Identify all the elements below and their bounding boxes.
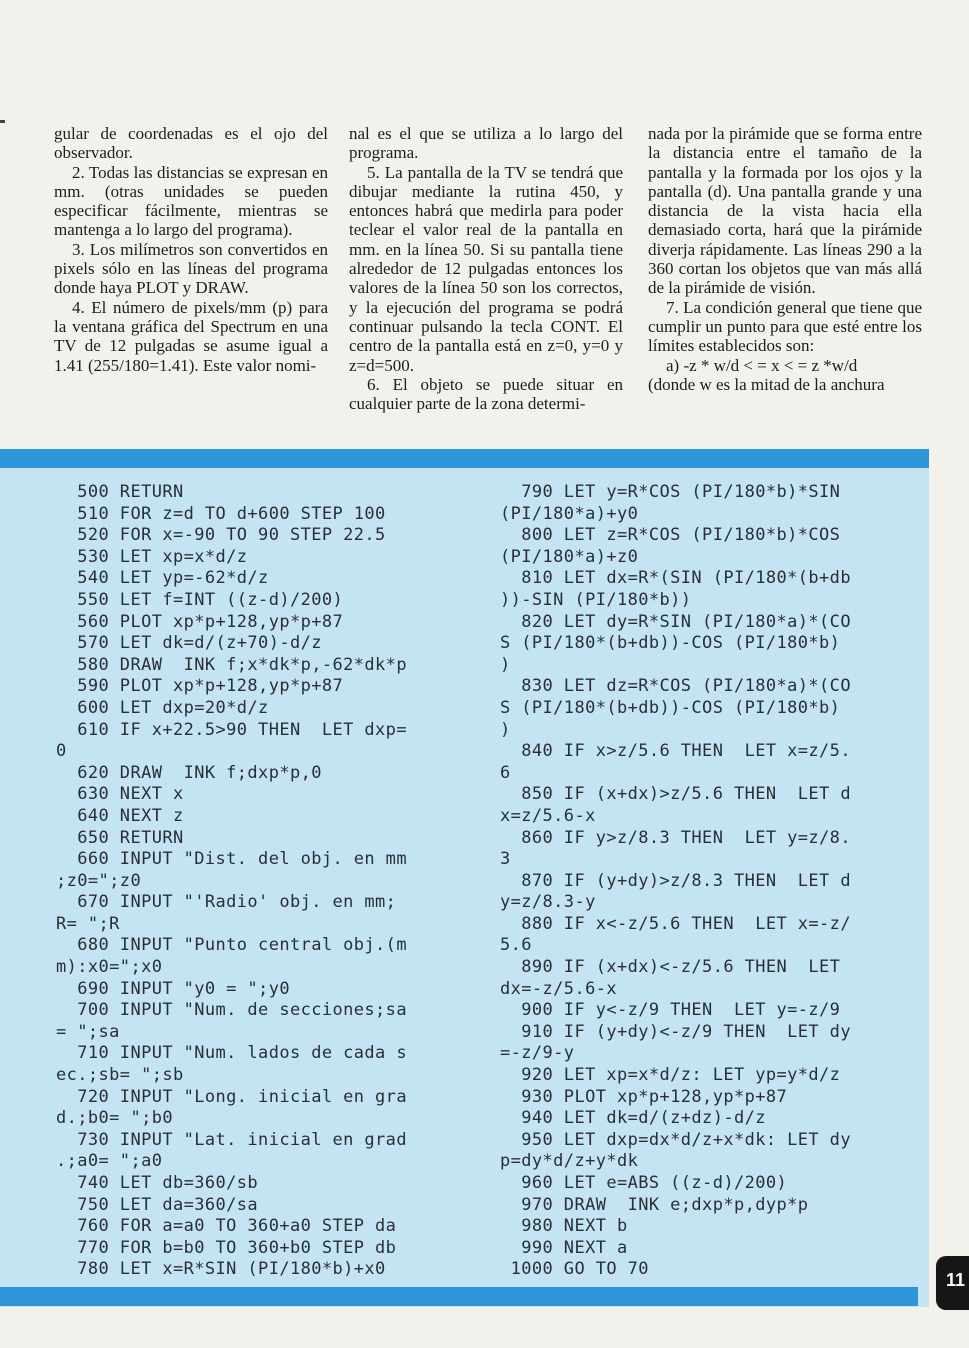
code-line: 980 NEXT b xyxy=(500,1216,628,1237)
code-line: y=z/8.3-y xyxy=(500,892,596,913)
code-line: dx=-z/5.6-x xyxy=(500,978,617,999)
paragraph: 7. La condición general que tiene que cumplir un punto para que esté entre los límites establecidos son: xyxy=(648,297,922,356)
code-line: 680 INPUT "Punto central obj.(m xyxy=(56,935,407,956)
code-line: 630 NEXT x xyxy=(56,784,184,805)
code-line: 620 DRAW INK f;dxp*p,0 xyxy=(56,762,322,783)
code-line: d.;b0= ";b0 xyxy=(56,1108,173,1129)
code-line: ) xyxy=(500,654,511,675)
paragraph: 2. Todas las distancias se expresan en mm. (otras unidades se pueden especificar fácilmente, mientras se mantenga a lo largo del programa). xyxy=(54,162,328,240)
code-line: 800 LET z=R*COS (PI/180*b)*COS xyxy=(500,525,841,546)
code-line: (PI/180*a)+z0 xyxy=(500,546,639,567)
code-line: 610 IF x+22.5>90 THEN LET dxp= xyxy=(56,719,407,740)
paragraph: nada por la pirámide que se forma entre la distancia entre el tamaño de la pantalla y la formada por los ojos y la pantalla (d). Una pantalla grande y una distancia de la vista hacia ella demasiado corta, hará que la pirámide diverja rápidamente. Las líneas 290 a la 360 cortan los objetos que van más allá de la pirámide de visión. xyxy=(648,124,922,298)
code-line: 940 LET dk=d/(z+dz)-d/z xyxy=(500,1108,766,1129)
code-line: 650 RETURN xyxy=(56,827,184,848)
code-line: 700 INPUT "Num. de secciones;sa xyxy=(56,1000,407,1021)
code-line: 870 IF (y+dy)>z/8.3 THEN LET d xyxy=(500,870,851,891)
code-line: 590 PLOT xp*p+128,yp*p+87 xyxy=(56,676,344,697)
paragraph: 3. Los milímetros son convertidos en pixels sólo en las líneas del programa donde haya PLOT y DRAW. xyxy=(54,239,328,298)
code-line: 530 LET xp=x*d/z xyxy=(56,546,248,567)
code-line: 860 IF y>z/8.3 THEN LET y=z/8. xyxy=(500,827,851,848)
listing-left-column xyxy=(56,482,407,1281)
listing-bottom-bar xyxy=(0,1287,918,1306)
code-line: 0 xyxy=(56,741,67,762)
listing-top-bar xyxy=(0,449,929,468)
code-line: ;z0=";z0 xyxy=(56,870,142,891)
code-line: 930 PLOT xp*p+128,yp*p+87 xyxy=(500,1086,788,1107)
code-line: S (PI/180*(b+db))-COS (PI/180*b) xyxy=(500,633,841,654)
text-column-2 xyxy=(349,124,623,413)
code-line: 920 LET xp=x*d/z: LET yp=y*d/z xyxy=(500,1065,841,1086)
code-line: 670 INPUT "'Radio' obj. en mm; xyxy=(56,892,397,913)
code-line: 910 IF (y+dy)<-z/9 THEN LET dy xyxy=(500,1021,851,1042)
text-column-3 xyxy=(648,124,922,394)
code-line: 710 INPUT "Num. lados de cada s xyxy=(56,1043,407,1064)
code-line: 550 LET f=INT ((z-d)/200) xyxy=(56,589,344,610)
code-line: .;a0= ";a0 xyxy=(56,1151,163,1172)
code-line: x=z/5.6-x xyxy=(500,805,596,826)
paragraph: gular de coordenadas es el ojo del observador. xyxy=(54,124,328,163)
paragraph: (donde w es la mitad de la anchura xyxy=(648,374,885,394)
code-line: ) xyxy=(500,719,511,740)
code-line: 850 IF (x+dx)>z/5.6 THEN LET d xyxy=(500,784,851,805)
code-line: 520 FOR x=-90 TO 90 STEP 22.5 xyxy=(56,525,386,546)
code-line: m):x0=";x0 xyxy=(56,957,163,978)
page-number: 11 xyxy=(946,1270,966,1290)
code-line: 690 INPUT "y0 = ";y0 xyxy=(56,978,290,999)
code-line: 760 FOR a=a0 TO 360+a0 STEP da xyxy=(56,1216,397,1237)
code-line: 510 FOR z=d TO d+600 STEP 100 xyxy=(56,503,386,524)
code-line: 3 xyxy=(500,849,511,870)
code-line: 540 LET yp=-62*d/z xyxy=(56,568,269,589)
code-line: 880 IF x<-z/5.6 THEN LET x=-z/ xyxy=(500,913,851,934)
paragraph: a) -z * w/d < = x < = z *w/d xyxy=(666,355,858,375)
code-line: 600 LET dxp=20*d/z xyxy=(56,697,269,718)
code-line: 950 LET dxp=dx*d/z+x*dk: LET dy xyxy=(500,1129,851,1150)
code-line: R= ";R xyxy=(56,913,120,934)
code-line: 820 LET dy=R*SIN (PI/180*a)*(CO xyxy=(500,611,851,632)
paragraph: 6. El objeto se puede situar en cualquier parte de la zona determi- xyxy=(349,374,623,414)
text-column-1 xyxy=(54,124,328,375)
code-line: 560 PLOT xp*p+128,yp*p+87 xyxy=(56,611,344,632)
code-line: S (PI/180*(b+db))-COS (PI/180*b) xyxy=(500,697,841,718)
code-line: 890 IF (x+dx)<-z/5.6 THEN LET xyxy=(500,957,841,978)
code-line: 810 LET dx=R*(SIN (PI/180*(b+db xyxy=(500,568,851,589)
paragraph: 5. La pantalla de la TV se tendrá que dibujar mediante la rutina 450, y entonces habrá que medirla para poder teclear el valor real de la pantalla en mm. en la línea 50. Si su pantalla tiene alrededor de 12 pulgadas entonces los valores de la línea 50 son los correctos, y la ejecución del programa se podrá continuar pulsando la tecla CONT. El centro de la pantalla está en z=0, y=0 y z=d=500. xyxy=(349,162,623,375)
code-line: 970 DRAW INK e;dxp*p,dyp*p xyxy=(500,1194,809,1215)
code-line: 780 LET x=R*SIN (PI/180*b)+x0 xyxy=(56,1259,386,1280)
code-line: 500 RETURN xyxy=(56,482,184,502)
code-line: 790 LET y=R*COS (PI/180*b)*SIN xyxy=(500,482,841,502)
code-line: 900 IF y<-z/9 THEN LET y=-z/9 xyxy=(500,1000,841,1021)
code-line: 740 LET db=360/sb xyxy=(56,1173,259,1193)
code-line: 960 LET e=ABS ((z-d)/200) xyxy=(500,1173,788,1193)
listing-right-column xyxy=(500,482,851,1281)
code-line: 660 INPUT "Dist. del obj. en mm xyxy=(56,849,407,870)
code-line: 830 LET dz=R*COS (PI/180*a)*(CO xyxy=(500,676,851,697)
code-line: p=dy*d/z+y*dk xyxy=(500,1151,639,1172)
code-line: =-z/9-y xyxy=(500,1043,575,1064)
code-line: 1000 GO TO 70 xyxy=(500,1259,649,1280)
code-line: 730 INPUT "Lat. inicial en grad xyxy=(56,1129,407,1150)
code-line: = ";sa xyxy=(56,1021,120,1042)
page-edge-mark xyxy=(0,120,5,123)
code-line: (PI/180*a)+y0 xyxy=(500,503,639,524)
paragraph: nal es el que se utiliza a lo largo del programa. xyxy=(349,124,623,163)
code-line: 990 NEXT a xyxy=(500,1237,628,1258)
code-line: 5.6 xyxy=(500,935,532,956)
code-line: 770 FOR b=b0 TO 360+b0 STEP db xyxy=(56,1237,397,1258)
code-line: 570 LET dk=d/(z+70)-d/z xyxy=(56,633,322,654)
code-line: 750 LET da=360/sa xyxy=(56,1194,259,1215)
code-line: ))-SIN (PI/180*b)) xyxy=(500,589,692,610)
code-line: 6 xyxy=(500,762,511,783)
code-line: 720 INPUT "Long. inicial en gra xyxy=(56,1086,407,1107)
code-line: ec.;sb= ";sb xyxy=(56,1065,184,1086)
code-line: 640 NEXT z xyxy=(56,805,184,826)
paragraph: 4. El número de pixels/mm (p) para la ventana gráfica del Spectrum en una TV de 12 pulgadas se asume igual a 1.41 (255/180=1.41). Este valor nomi- xyxy=(54,297,328,375)
code-line: 840 IF x>z/5.6 THEN LET x=z/5. xyxy=(500,741,851,762)
code-line: 580 DRAW INK f;x*dk*p,-62*dk*p xyxy=(56,654,407,675)
